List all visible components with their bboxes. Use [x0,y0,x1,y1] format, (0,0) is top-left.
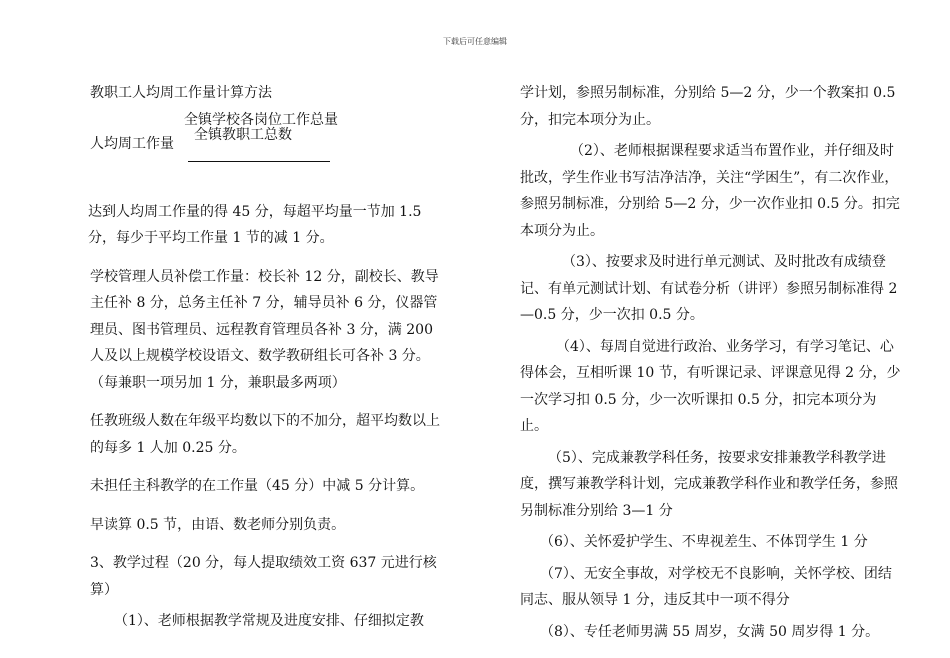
paragraph: （6）、关怀爱护学生、不卑视差生、不体罚学生 1 分 [540,534,868,550]
left-column [90,80,448,635]
workload-formula [90,107,448,169]
paragraph: 学计划，参照另制标准，分别给 5—2 分，少一个教案扣 0.5 分，扣完本项分为止。 [520,85,896,128]
page-header: 下载后可任意编辑 [443,37,507,46]
paragraph: 任教班级人数在年级平均数以下的不加分，超平均数以上的每多 1 人加 0.25 分。 [90,413,440,456]
formula-numerator: 全镇学校各岗位工作总量 [184,111,338,128]
paragraph: 达到人均周工作量的得 45 分，每超平均量一节加 1.5 分，每少于平均工作量 1 节的减 1 分。 [88,203,422,246]
formula-lhs: 人均周工作量 [90,135,174,152]
formula-denominator: 全镇教职工总数 [194,126,292,143]
paragraph: 学校管理人员补偿工作量：校长补 12 分，副校长、教导主任补 8 分，总务主任补 7 分，辅导员补 6 分，仪器管理员、图书管理员、远程教育管理员各补 3 分，满 200 人及以上规模学校设语文、数学教研组长可各补 3 分。（每兼职一项另加 1 分，兼职最多两项） [90,268,439,391]
right-column [520,80,902,645]
paragraph: （1）、老师根据教学常规及进度安排、仔细拟定教 [114,613,424,629]
paragraph: （8）、专任老师男满 55 周岁，女满 50 周岁得 1 分。 [540,623,880,640]
paragraph: （2）、老师根据课程要求适当布置作业，并仔细及时批改，学生作业书写洁净洁净，关注“学困生”，有二次作业，参照另制标准，分别给 5—2 分，少一次作业扣 0.5 分。扣完本项分为止。 [520,143,900,239]
paragraph: （4）、每周自觉进行政治、业务学习，有学习笔记、心得体会，互相听课 10 节，有听课记录、评课意见得 2 分，少一次学习扣 0.5 分，少一次听课扣 0.5 分，扣完本项分为止。 [520,338,901,434]
document-title: 教职工人均周工作量计算方法 [90,85,272,101]
paragraph: 早读算 0.5 节，由语、数老师分别负责。 [90,516,346,533]
paragraph: 未担任主科教学的在工作量（45 分）中减 5 分计算。 [90,478,425,494]
section-heading: 3、教学过程（20 分，每人提取绩效工资 637 元进行核算） [90,555,437,598]
fraction-bar [188,161,330,162]
paragraph: （7）、无安全事故，对学校无不良影响，关怀学校、团结同志、服从领导 1 分，违反其中一项不得分 [520,565,892,608]
paragraph: （5）、完成兼教学科任务，按要求安排兼教学科教学进度，撰写兼教学科计划，完成兼教学科作业和教学任务，参照另制标准分别给 3—1 分 [520,449,898,519]
paragraph: （3）、按要求及时进行单元测试、及时批改有成绩登记、有单元测试计划、有试卷分析（讲评）参照另制标准得 2—0.5 分，少一次扣 0.5 分。 [520,254,898,323]
